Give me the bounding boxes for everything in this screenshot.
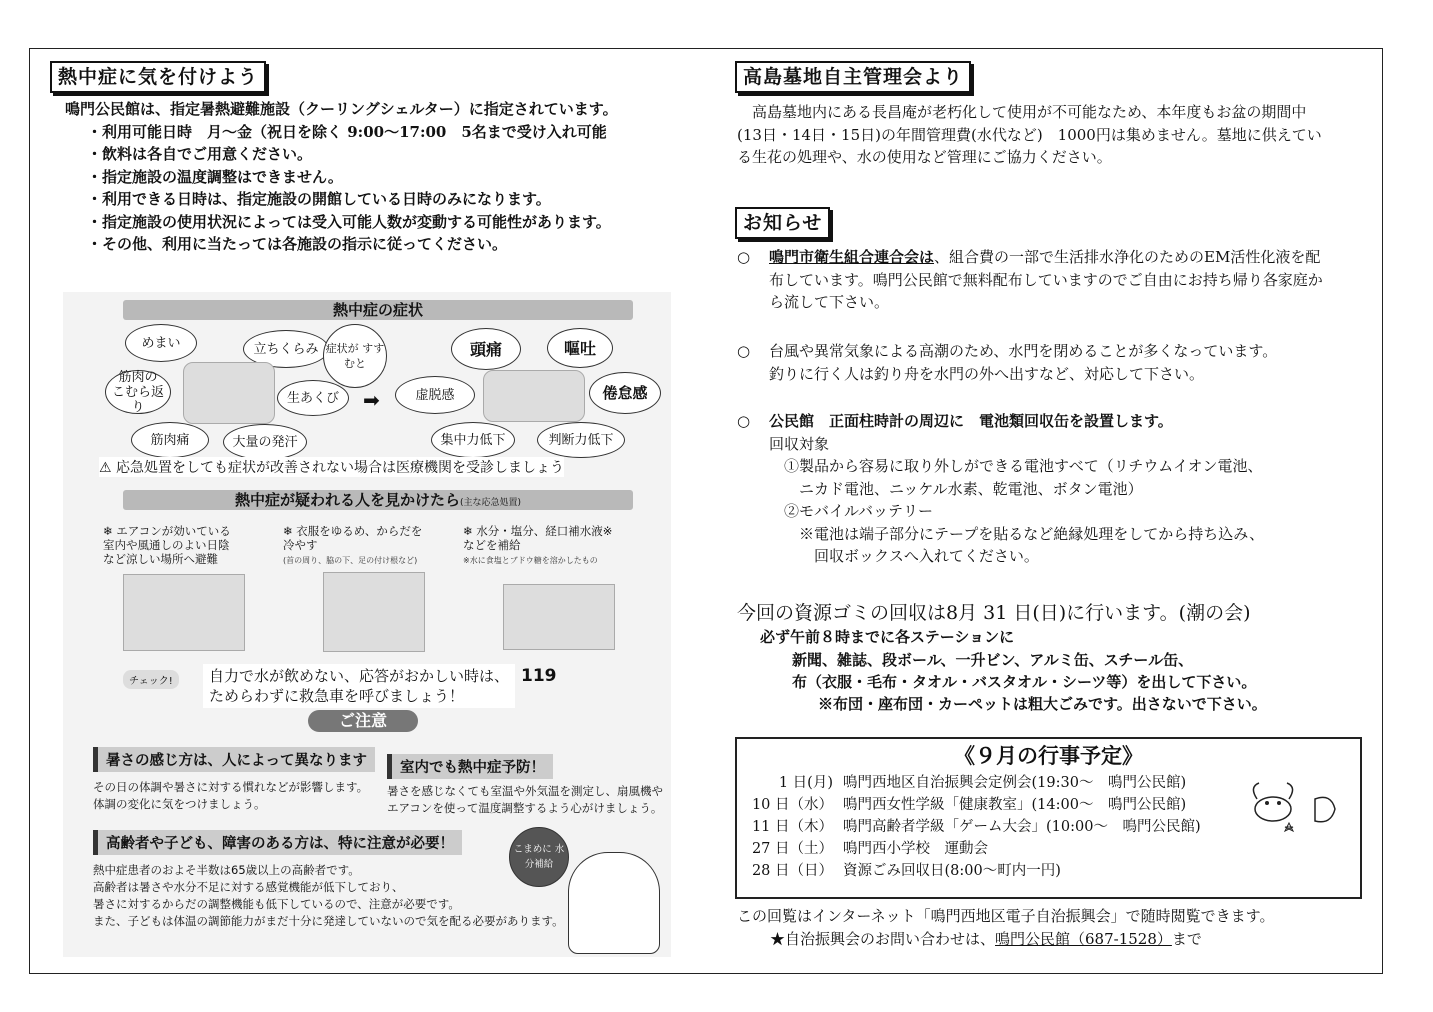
notice-text: 台風や異常気象による高潮のため、水門を閉めることが多くなっています。 釣りに行く人は釣り舟を水門の外へ出すなど、対応して下さい。 <box>769 342 1278 383</box>
shelter-bullet: ・指定施設の使用状況によっては受入可能人数が変動する可能性があります。 <box>87 212 611 231</box>
notice-item <box>737 340 1377 385</box>
schedule-box <box>735 737 1362 899</box>
person-illustration <box>183 362 275 424</box>
symptom-bubble: 生あくび <box>277 380 349 416</box>
schedule-event: 資源ごみ回収日(8:00～町内一円) <box>843 863 1061 879</box>
footer-contact-lead: ★自治振興会のお問い合わせは、 <box>770 930 996 948</box>
shelter-bullet: ・その他、利用に当たっては各施設の指示に従ってください。 <box>87 235 508 253</box>
notice-text: 、組合費の一部で生活排水浄化のためのEM活性化液を配 布しています。鳴門公民館で無料配布していますのでご自由にお持ち帰り各家庭か ら流して下さい。 <box>769 248 1323 311</box>
footer-website-note: この回覧はインターネット「鳴門西地区電子自治振興会」で随時閲覧できます。 <box>737 907 1275 925</box>
schedule-row <box>751 815 1201 836</box>
mascot-illustration <box>568 852 660 954</box>
circle-bullet-icon: ○ <box>737 248 751 266</box>
notice-heading: お知らせ <box>735 207 830 239</box>
firstaid-step <box>103 524 231 566</box>
schedule-date: 28 日（日） <box>751 863 833 879</box>
firstaid-step-text: 水分・塩分、経口補水液※ などを補給 <box>463 524 613 552</box>
garbage-line: 新聞、雑誌、段ボール、一升ビン、アルミ缶、スチール缶、 <box>792 651 1194 669</box>
notice-item <box>737 410 1377 568</box>
firstaid-step-text: 衣服をゆるめ、からだを 冷やす <box>283 524 423 552</box>
schedule-row <box>751 771 1186 792</box>
schedule-date: 27 日（土） <box>751 841 833 857</box>
footer-contact <box>770 928 1202 949</box>
notice-lead: 鳴門市衛生組合連合会は <box>769 248 935 266</box>
progress-bubble: 症状が すすむと <box>323 324 387 388</box>
circle-bullet-icon: ○ <box>737 412 751 430</box>
heatstroke-heading: 熱中症に気を付けよう <box>50 61 266 93</box>
caution-body: 暑さを感じなくても室温や外気温を測定し、扇風機や エアコンを使って温度調整するよう心がけましょう。 <box>387 784 663 815</box>
caution-body: その日の体調や暑さに対する慣れなどが影響します。 体調の変化に気をつけましょう。 <box>93 780 369 811</box>
schedule-date: 11 日（木） <box>751 819 833 835</box>
medical-warning-text: 応急処置をしても症状が改善されない場合は医療機関を受診しましょう <box>116 460 565 476</box>
garbage-line: 必ず午前８時までに各ステーションに <box>760 628 1015 646</box>
shelter-bullet: ・指定施設の温度調整はできません。 <box>87 167 343 186</box>
firstaid-title-text: 熱中症が疑われる人を見かけたら <box>234 491 460 509</box>
shelter-bullet: ・利用可能日時 月～金（祝日を除く 9:00～17:00 5名まで受け入れ可能 <box>87 122 607 141</box>
hydration-illustration <box>503 584 615 650</box>
symptom-bubble: 嘔吐 <box>547 328 613 368</box>
notice-lead: 公民館 正面柱時計の周辺に 電池類回収缶を設置します。 <box>769 412 1173 430</box>
firstaid-note: (首の周り、脇の下、足の付け根など) <box>283 556 418 565</box>
caution-heading: 高齢者や子ども、障害のある方は、特に注意が必要！ <box>93 830 462 855</box>
schedule-event: 鳴門西小学校 運動会 <box>843 841 988 857</box>
garbage-line: ※布団・座布団・カーペットは粗大ごみです。出さないで下さい。 <box>818 695 1267 713</box>
firstaid-subtitle: (主な応急処置) <box>459 498 522 508</box>
schedule-date: 10 日（水） <box>751 797 833 813</box>
caution-heading: 室内でも熱中症予防！ <box>387 754 553 779</box>
cemetery-text: 高島墓地内にある長昌庵が老朽化して使用が不可能なため、本年度もお盆の期間中 (13日・14日・15日)の年間管理費(水代など) 1000円は集めません。墓地に供えてい る生花の処理や、水の使用など管理にご協力ください。 <box>737 103 1322 166</box>
garbage-title: 今回の資源ゴミの回収は8月 31 日(日)に行います。(潮の会) <box>737 602 1251 624</box>
cemetery-heading: 高島墓地自主管理会より <box>735 61 971 93</box>
medical-warning <box>99 457 564 477</box>
shelter-intro-text: 鳴門公民館は、指定暑熱避難施設（クーリングシェルター）に指定されています。 <box>65 100 618 118</box>
symptom-bubble: 虚脱感 <box>395 376 475 414</box>
arrow-right-icon: ➡ <box>363 388 380 412</box>
symptom-bubble: 大量の発汗 <box>223 424 307 460</box>
symptom-bubble: 筋肉の こむら返り <box>105 370 171 414</box>
symptom-bubble: 集中力低下 <box>431 422 515 458</box>
symptom-bubble: 倦怠感 <box>589 372 661 414</box>
caution-title: ご注意 <box>308 710 418 732</box>
mascot-bubble: こまめに 水分補給 <box>509 827 569 887</box>
firstaid-step <box>463 524 612 568</box>
caution-heading: 暑さの感じ方は、人によって異なります <box>93 747 375 772</box>
footer-contact-phone: 鳴門公民館（687-1528） <box>995 930 1172 948</box>
schedule-row <box>751 859 1061 880</box>
schedule-event: 鳴門高齢者学級「ゲーム大会」(10:00～ 鳴門公民館) <box>843 819 1201 835</box>
snowflake-icon: ❄ <box>103 524 117 538</box>
emergency-number: 119 <box>521 666 557 686</box>
check-tag: チェック! <box>123 670 179 689</box>
firstaid-title <box>123 490 633 510</box>
symptom-bubble: 筋肉痛 <box>131 422 209 458</box>
symptom-bubble: めまい <box>125 324 197 362</box>
firstaid-step-text: エアコンが効いている 室内や風通しのよい日陰 など涼しい場所へ避難 <box>103 524 231 566</box>
heatstroke-poster <box>63 292 671 957</box>
schedule-row <box>751 793 1186 814</box>
snowflake-icon: ❄ <box>463 524 477 538</box>
notice-text: 回収対象 ①製品から容易に取り外しができる電池すべて（リチウムイオン電池、 ニカド電池、ニッケル水素、乾電池、ボタン電池） ②モバイルバッテリー ※電池は端子部分にテープを貼るなど絶縁処理をしてから持ち込み、 回収ボックスへ入れてください。 <box>769 434 1265 565</box>
schedule-title: 《９月の行事予定》 <box>954 744 1143 768</box>
shelter-intro <box>65 98 618 256</box>
snowflake-icon: ❄ <box>283 524 297 538</box>
garbage-line: 布（衣服・毛布・タオル・バスタオル・シーツ等）を出して下さい。 <box>792 673 1257 691</box>
symptom-bubble: 立ちくらみ <box>243 330 329 368</box>
ambulance-callout: 自力で水が飲めない、応答がおかしい時は、 ためらわずに救急車を呼びましょう！ <box>203 664 515 708</box>
symptoms-title: 熱中症の症状 <box>123 300 633 320</box>
notice-item <box>737 246 1377 314</box>
firstaid-note: ※水に食塩とブドウ糖を溶かしたもの <box>463 556 598 565</box>
schedule-row <box>751 837 988 858</box>
footer-contact-tail: まで <box>1171 930 1202 948</box>
notice-item-content <box>769 410 1377 568</box>
caution-body: 熱中症患者のおよそ半数は65歳以上の高齢者です。 高齢者は暑さや水分不足に対する感覚機能が低下しており、 暑さに対するからだの調整機能も低下しているので、注意が必要です。 また、子どもは体温の調節能力がまだ十分に発達していないので気を配る必要があります。 <box>93 863 564 928</box>
notice-item-content <box>769 246 1377 314</box>
symptom-bubble: 頭痛 <box>451 328 521 370</box>
shade-illustration <box>123 574 245 651</box>
symptom-bubble: 判断力低下 <box>537 422 625 458</box>
collapsed-person-illustration <box>483 370 585 422</box>
shelter-bullet: ・利用できる日時は、指定施設の開館している日時のみになります。 <box>87 190 551 208</box>
firstaid-step <box>283 524 422 568</box>
schedule-event: 鳴門西女性学級「健康教室」(14:00～ 鳴門公民館) <box>843 797 1187 813</box>
shelter-bullet: ・飲料は各自でご用意ください。 <box>87 145 313 163</box>
schedule-date: 1 日(月) <box>778 775 833 791</box>
cooling-illustration <box>323 572 425 652</box>
crab-hermit-illustration <box>1245 769 1345 841</box>
circle-bullet-icon: ○ <box>737 342 751 360</box>
warning-icon: ⚠ <box>99 460 117 476</box>
schedule-event: 鳴門西地区自治振興会定例会(19:30～ 鳴門公民館) <box>843 775 1187 791</box>
